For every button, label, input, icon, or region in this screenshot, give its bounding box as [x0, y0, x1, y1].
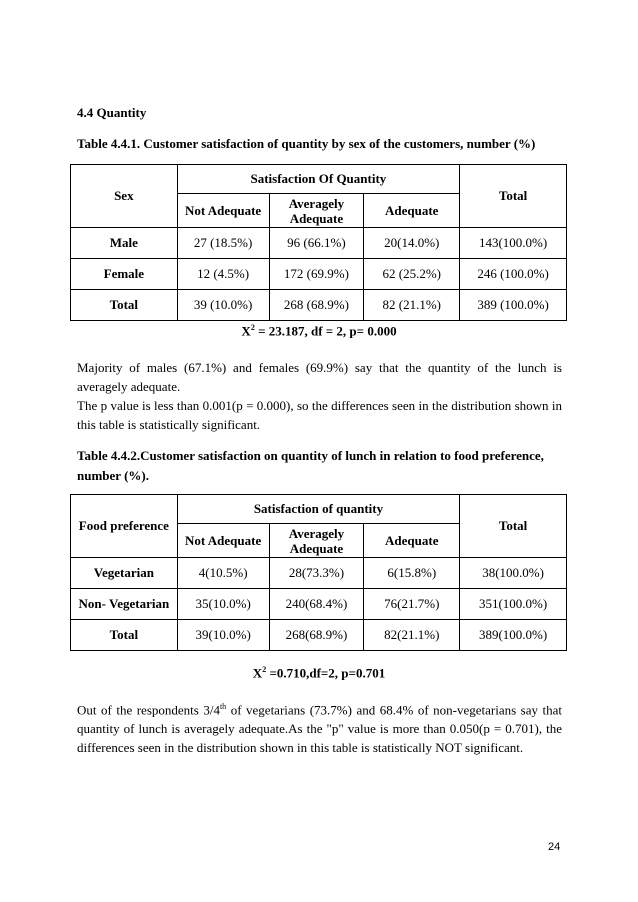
section-title: 4.4 Quantity [77, 105, 147, 120]
table-cell: 27 (18.5%) [177, 228, 269, 259]
table-cell: 12 (4.5%) [177, 259, 269, 290]
table-cell: 76(21.7%) [364, 589, 460, 620]
table-cell: 6(15.8%) [364, 558, 460, 589]
table-cell: 96 (66.1%) [269, 228, 364, 259]
paragraph2-superscript: th [219, 702, 227, 711]
table1-col-header: Adequate [364, 194, 460, 228]
table-cell: 172 (69.9%) [269, 259, 364, 290]
paragraph1 [77, 358, 562, 434]
paragraph2-text-end: of vegetarians (73.7%) and 68.4% of non-vegetarians say that quantity of lunch is averagely adequate.As the "p" value is more than 0.050(p = 0.701), the differences seen in the distribution shown in this table is statistically NOT significant. [77, 702, 563, 756]
stat-superscript: 2 [250, 323, 255, 332]
table1-group-header: Satisfaction Of Quantity [177, 165, 459, 194]
table1-caption: Table 4.4.1. Customer satisfaction of quantity by sex of the customers, number (%) [77, 136, 536, 151]
table-cell: 20(14.0%) [364, 228, 460, 259]
table1-total-header: Total [460, 165, 567, 228]
table-row [71, 558, 567, 589]
table-cell: 246 (100.0%) [460, 259, 567, 290]
row-label: Vegetarian [71, 558, 178, 589]
table1-col-header: Averagely Adequate [269, 194, 364, 228]
paragraph1-line1: Majority of males (67.1%) and females (69.9%) say that the quantity of the lunch is averagely adequate. [77, 360, 562, 394]
paragraph1-line2: The p value is less than 0.001(p = 0.000), so the differences seen in the distribution shown in this table is statistically significant. [77, 398, 562, 432]
table-cell: 62 (25.2%) [364, 259, 460, 290]
table-cell: 268(68.9%) [269, 620, 364, 651]
table-row [71, 589, 567, 620]
table2-caption: Table 4.4.2.Customer satisfaction on quantity of lunch in relation to food preference, number (%). [77, 448, 544, 483]
table-cell: 268 (68.9%) [269, 290, 364, 321]
table2-row-header: Food preference [71, 495, 178, 558]
table-cell: 240(68.4%) [269, 589, 364, 620]
table2-group-header: Satisfaction of quantity [177, 495, 459, 524]
table-cell: 82 (21.1%) [364, 290, 460, 321]
table-cell: 35(10.0%) [177, 589, 269, 620]
table-cell: 28(73.3%) [269, 558, 364, 589]
table-row [71, 290, 567, 321]
table2-col-header: Averagely Adequate [269, 524, 364, 558]
table-cell: 351(100.0%) [460, 589, 567, 620]
table-cell: 389 (100.0%) [460, 290, 567, 321]
row-label: Non- Vegetarian [71, 589, 178, 620]
table-row [71, 228, 567, 259]
table-row [71, 620, 567, 651]
stat-superscript: 2 [262, 665, 267, 674]
row-label: Female [71, 259, 178, 290]
row-label: Male [71, 228, 178, 259]
stat-values: =0.710,df=2, p=0.701 [266, 665, 386, 681]
table-cell: 4(10.5%) [177, 558, 269, 589]
table-cell: 82(21.1%) [364, 620, 460, 651]
row-label: Total [71, 290, 178, 321]
stat-symbol: X [241, 323, 251, 339]
table-row [71, 259, 567, 290]
table1 [70, 164, 567, 321]
table2 [70, 494, 567, 651]
row-label: Total [71, 620, 178, 651]
table-cell: 39 (10.0%) [177, 290, 269, 321]
table1-col-header: Not Adequate [177, 194, 269, 228]
table-cell: 389(100.0%) [460, 620, 567, 651]
paragraph2 [77, 697, 562, 757]
table1-row-header: Sex [71, 165, 178, 228]
table-cell: 143(100.0%) [460, 228, 567, 259]
table2-col-header: Adequate [364, 524, 460, 558]
table-cell: 38(100.0%) [460, 558, 567, 589]
stat-symbol: X [252, 665, 263, 681]
table2-total-header: Total [460, 495, 567, 558]
table2-col-header: Not Adequate [177, 524, 269, 558]
table-cell: 39(10.0%) [177, 620, 269, 651]
page-number: 24 [548, 841, 561, 853]
paragraph2-text-start: Out of the respondents 3/4 [77, 702, 220, 718]
stat-values: = 23.187, df = 2, p= 0.000 [254, 323, 397, 339]
table1-statistic [169, 323, 469, 339]
table2-statistic [169, 665, 469, 681]
